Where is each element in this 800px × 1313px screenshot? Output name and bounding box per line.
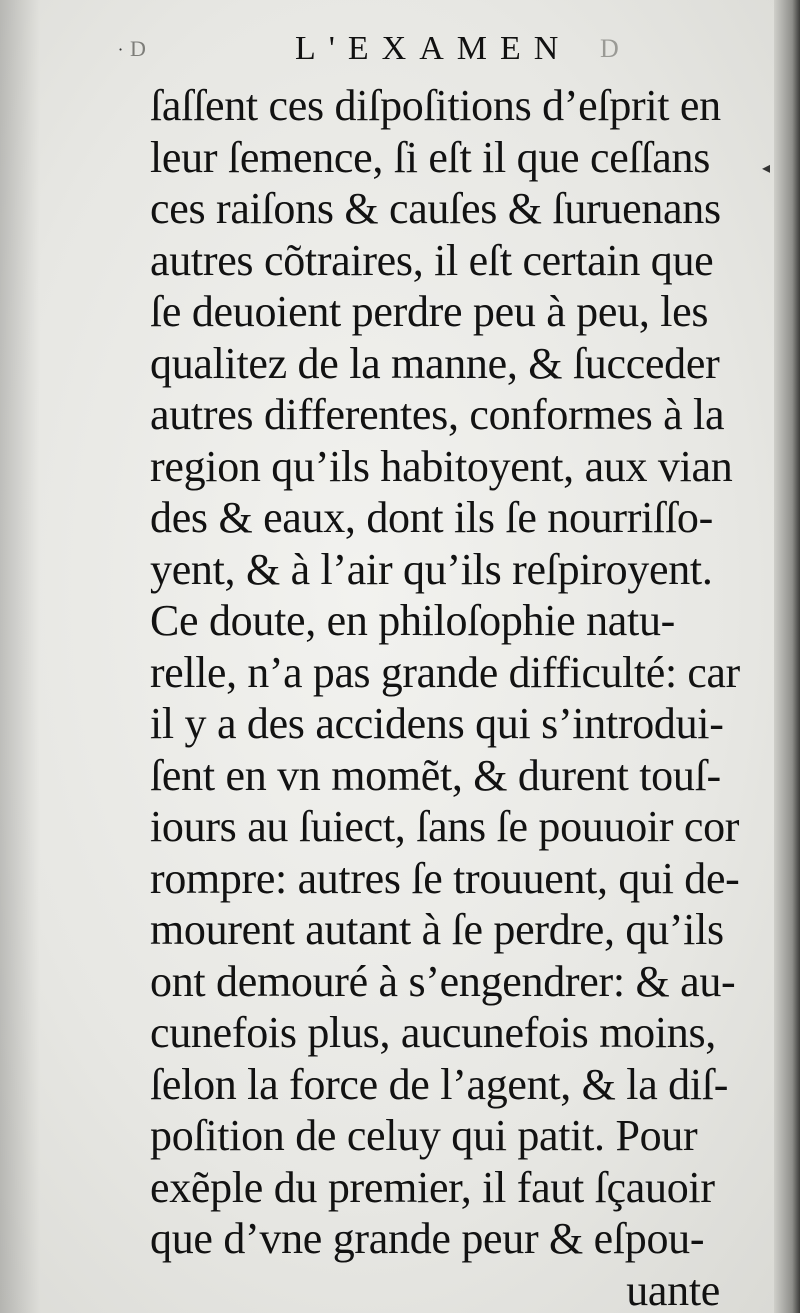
running-head-suffix: D	[600, 34, 622, 63]
text-line: ſe deuoient perdre peu à peu, les	[150, 287, 709, 336]
text-line: ſelon la force de l’agent, & la diſ-	[150, 1059, 729, 1109]
text-line: exẽple du premier, il faut ſçauoir	[150, 1162, 715, 1212]
text-line: ſent en vn momẽt, & durent touſ-	[150, 750, 721, 800]
text-line: ces raiſons & cauſes & ſuruenans	[150, 184, 721, 233]
body-text	[150, 80, 740, 1313]
running-head-title: L'EXAMEN	[295, 30, 572, 67]
text-line: iours au ſuiect, ſans ſe pouuoir cor	[150, 802, 740, 851]
margin-dot: ◂	[762, 158, 771, 177]
text-line: poſition de celuy qui patit. Pour	[150, 1111, 698, 1160]
gutter-shadow	[0, 0, 40, 1313]
text-line: que d’vne grande peur & eſpou-	[150, 1214, 705, 1263]
text-line: il y a des accidens qui s’introdui-	[150, 699, 724, 748]
text-line: Ce doute, en philoſophie natu-	[150, 596, 675, 645]
running-head	[130, 28, 730, 78]
text-line: qualitez de la manne, & ſucceder	[150, 338, 720, 388]
text-line: des & eaux, dont ils ſe nourriſſo-	[150, 493, 713, 542]
text-line: leur ſemence, ſi eſt il que ceſſans	[150, 132, 711, 182]
text-line: rompre: autres ſe trouuent, qui de-	[150, 853, 740, 903]
text-line: relle, n’a pas grande difficulté: car	[150, 647, 740, 697]
running-head-prefix: D	[130, 36, 148, 61]
text-line: mourent autant à ſe perdre, qu’ils	[150, 905, 724, 954]
text-line: autres differentes, conformes à la	[150, 390, 725, 439]
catchword: uante	[626, 1265, 720, 1313]
text-line: ſaſſent ces diſpoſitions d’eſprit en	[150, 81, 721, 130]
margin-dot: ·	[118, 40, 124, 59]
text-line: cunefois plus, aucunefois moins,	[150, 1008, 716, 1057]
text-line: ont demouré à s’engendrer: & au-	[150, 956, 736, 1006]
text-line: yent, & à l’air qu’ils reſpiroyent.	[150, 544, 713, 594]
text-line: autres cõtraires, il eſt certain que	[150, 235, 714, 285]
text-line: region qu’ils habitoyent, aux vian	[150, 441, 733, 491]
page-edge	[774, 0, 800, 1313]
